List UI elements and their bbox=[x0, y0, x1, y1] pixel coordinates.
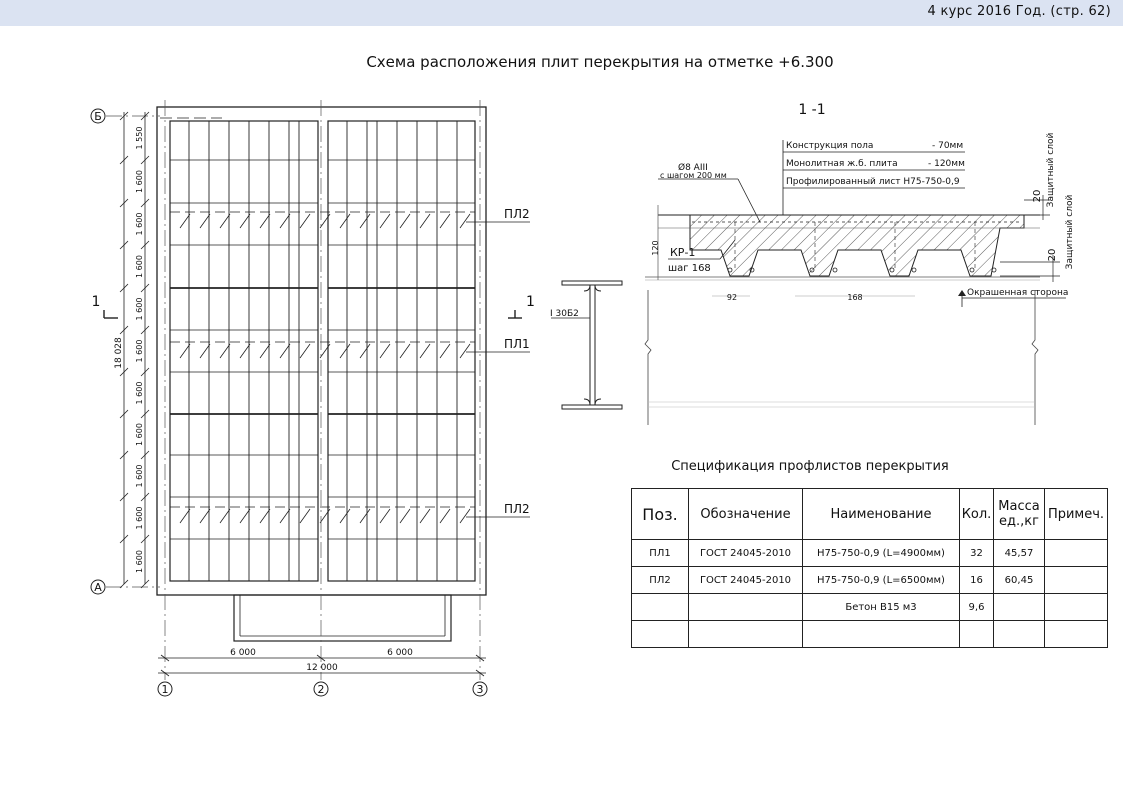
dim-92: 92 bbox=[726, 293, 738, 302]
slab-mark-hatch bbox=[380, 509, 390, 523]
layer-1-value: - 70мм bbox=[932, 141, 964, 151]
slab-mark-hatch bbox=[440, 509, 450, 523]
header-pos: Поз. bbox=[632, 489, 689, 540]
layer-3-name: Профилированный лист Н75-750-0,9 bbox=[786, 177, 960, 187]
rebar-label-line2: с шагом 200 мм bbox=[660, 171, 727, 180]
axis-label-1: 1 bbox=[161, 683, 169, 696]
slab-mark-hatch bbox=[340, 509, 350, 523]
cell-name: Н75-750-0,9 (L=6500мм) bbox=[803, 567, 960, 594]
cell-designation bbox=[689, 621, 803, 648]
header-mass: Масса ед.,кг bbox=[994, 489, 1045, 540]
slab-mark-hatch bbox=[220, 509, 230, 523]
vertical-dim-label: 1 600 bbox=[135, 464, 144, 488]
cell-pos bbox=[632, 594, 689, 621]
rebar-label-line1: Ø8 AIII bbox=[678, 163, 708, 173]
slab-mark-hatch bbox=[420, 214, 430, 228]
vertical-dim-label: 1 600 bbox=[135, 297, 144, 321]
cell-note bbox=[1045, 567, 1108, 594]
slab-mark-hatch bbox=[340, 344, 350, 358]
table-row bbox=[632, 621, 1108, 648]
vertical-dim-label: 1 600 bbox=[135, 423, 144, 446]
cell-qty: 9,6 bbox=[960, 594, 994, 621]
slab-mark-hatch bbox=[420, 509, 430, 523]
slab-mark-hatch bbox=[380, 344, 390, 358]
slab-mark-hatch bbox=[200, 344, 210, 358]
frame-label-line1: КР-1 bbox=[670, 246, 696, 259]
cell-designation: ГОСТ 24045-2010 bbox=[689, 540, 803, 567]
vertical-dim-label: 1 600 bbox=[135, 550, 144, 573]
slab-mark-hatch bbox=[200, 509, 210, 523]
section-mark-left-label: 1 bbox=[91, 294, 101, 310]
cell-mass: 45,57 bbox=[994, 540, 1045, 567]
slab-grid bbox=[170, 121, 475, 581]
section-mark-right-label: 1 bbox=[526, 294, 535, 310]
slab-mark-hatch bbox=[400, 214, 410, 228]
cell-note bbox=[1045, 540, 1108, 567]
slab-mark-hatch bbox=[300, 344, 310, 358]
plan-stair-bay bbox=[234, 595, 451, 641]
break-line-right bbox=[1032, 290, 1038, 425]
overall-vertical-dim: 18 028 bbox=[114, 337, 124, 369]
table-row bbox=[632, 540, 1108, 567]
plan-slab-block-right bbox=[328, 121, 475, 581]
vertical-dim-label: 1 600 bbox=[135, 170, 144, 193]
slab-mark-hatch bbox=[180, 214, 190, 228]
vertical-dim-label: 1 600 bbox=[135, 212, 144, 236]
slab-mark-hatch bbox=[460, 509, 470, 523]
slab-mark-hatch bbox=[420, 344, 430, 358]
cell-pos bbox=[632, 621, 689, 648]
overall-horizontal-dim: 12 000 bbox=[306, 663, 338, 673]
cell-qty bbox=[960, 621, 994, 648]
frame-label-line2: шаг 168 bbox=[668, 263, 711, 274]
table-row bbox=[632, 594, 1108, 621]
layer-1-name: Конструкция пола bbox=[786, 141, 874, 151]
slab-mark-hatch bbox=[180, 344, 190, 358]
slab-mark-hatch bbox=[360, 509, 370, 523]
axis-label-b: Б bbox=[94, 110, 102, 123]
horizontal-dim-2: 6 000 bbox=[387, 648, 413, 658]
slab-mark-hatch bbox=[240, 509, 250, 523]
page-label: 4 курс 2016 Год. (стр. 62) bbox=[927, 4, 1111, 19]
slab-mark-bottom: ПЛ2 bbox=[504, 502, 530, 516]
slab-mark-hatch bbox=[360, 214, 370, 228]
slab-mark-middle: ПЛ1 bbox=[504, 337, 530, 351]
vertical-dim-label: 1 600 bbox=[135, 506, 144, 530]
section-drawing bbox=[550, 133, 1075, 425]
slab-mark-hatch bbox=[380, 214, 390, 228]
vertical-dim-label: 1 550 bbox=[135, 126, 144, 150]
slab-mark-hatch bbox=[260, 344, 270, 358]
slab-mark-hatch bbox=[280, 509, 290, 523]
cell-mass bbox=[994, 621, 1045, 648]
slab-mark-hatch bbox=[260, 214, 270, 228]
axis-label-2: 2 bbox=[317, 683, 325, 696]
horizontal-dim-1: 6 000 bbox=[230, 648, 256, 658]
header-qty: Кол. bbox=[960, 489, 994, 540]
floor-plan bbox=[157, 107, 486, 641]
slab-mark-leaders bbox=[466, 222, 530, 517]
header-name: Наименование bbox=[803, 489, 960, 540]
slab-mark-hatch bbox=[180, 509, 190, 523]
vertical-dim-label: 1 600 bbox=[135, 255, 144, 278]
slab-mark-hatch bbox=[280, 344, 290, 358]
layer-2-value: - 120мм bbox=[928, 159, 965, 169]
slab-mark-top: ПЛ2 bbox=[504, 207, 530, 221]
cell-note bbox=[1045, 621, 1108, 648]
plan-title: Схема расположения плит перекрытия на отметке +6.300 bbox=[366, 53, 834, 71]
slab-mark-hatch bbox=[220, 344, 230, 358]
dim-120: 120 bbox=[651, 240, 660, 256]
table-row bbox=[632, 567, 1108, 594]
painted-side-arrow bbox=[958, 290, 966, 296]
cell-mass bbox=[994, 594, 1045, 621]
dim-168: 168 bbox=[847, 293, 863, 302]
slab-mark-hatch bbox=[240, 214, 250, 228]
vertical-dim-label: 1 600 bbox=[135, 339, 144, 363]
section-mark-left bbox=[92, 294, 118, 318]
slab-mark-hatch bbox=[440, 214, 450, 228]
painted-side-label: Окрашенная сторона bbox=[967, 288, 1069, 298]
vertical-dimension-labels bbox=[135, 127, 144, 573]
spec-title: Спецификация профлистов перекрытия bbox=[671, 459, 949, 474]
page-header-bar bbox=[0, 0, 1123, 26]
layer-2-name: Монолитная ж.б. плита bbox=[786, 159, 898, 169]
axis-lines bbox=[106, 100, 480, 680]
section-title: 1 -1 bbox=[798, 102, 826, 118]
header-designation: Обозначение bbox=[689, 489, 803, 540]
header-note: Примеч. bbox=[1045, 489, 1108, 540]
protective-layer-top: Защитный слой bbox=[1046, 132, 1056, 208]
cell-pos: ПЛ2 bbox=[632, 567, 689, 594]
break-line-left bbox=[645, 290, 651, 425]
slab-mark-hatch bbox=[360, 344, 370, 358]
cell-designation: ГОСТ 24045-2010 bbox=[689, 567, 803, 594]
vertical-dim-label: 1 600 bbox=[135, 381, 144, 405]
slab-mark-hatch bbox=[280, 214, 290, 228]
plan-slab-block-left bbox=[170, 121, 318, 581]
drawing-canvas bbox=[0, 26, 1123, 794]
i-beam bbox=[562, 281, 622, 409]
slab-mark-hatch bbox=[300, 214, 310, 228]
cell-name bbox=[803, 621, 960, 648]
slab-concrete-body bbox=[690, 215, 1024, 276]
axis-label-a: А bbox=[94, 581, 102, 594]
slab-mark-hatch bbox=[400, 509, 410, 523]
slab-mark-hatch bbox=[440, 344, 450, 358]
slab-mark-hatch bbox=[220, 214, 230, 228]
axis-label-3: 3 bbox=[476, 683, 484, 696]
slab-mark-hatch bbox=[460, 344, 470, 358]
slab-mark-hatch bbox=[460, 214, 470, 228]
slab-mark-hatch bbox=[340, 214, 350, 228]
cell-mass: 60,45 bbox=[994, 567, 1045, 594]
cell-name: Н75-750-0,9 (L=4900мм) bbox=[803, 540, 960, 567]
protective-dim-top: 20 bbox=[1032, 189, 1043, 203]
section-mark-right bbox=[508, 294, 535, 318]
cell-qty: 32 bbox=[960, 540, 994, 567]
slab-mark-hatch bbox=[240, 344, 250, 358]
cell-note bbox=[1045, 594, 1108, 621]
protective-layer-bottom: Защитный слой bbox=[1065, 194, 1075, 270]
slab-mark-hatch bbox=[260, 509, 270, 523]
cell-qty: 16 bbox=[960, 567, 994, 594]
spec-table bbox=[631, 488, 1108, 648]
protective-dim-bottom: 20 bbox=[1047, 248, 1058, 262]
beam-label: I 30Б2 bbox=[550, 309, 579, 319]
cell-name: Бетон В15 м3 bbox=[803, 594, 960, 621]
slab-mark-hatch bbox=[400, 344, 410, 358]
spec-table-header-row bbox=[632, 489, 1108, 540]
slab-mark-hatch bbox=[200, 214, 210, 228]
cell-designation bbox=[689, 594, 803, 621]
slab-mark-hatch bbox=[300, 509, 310, 523]
cell-pos: ПЛ1 bbox=[632, 540, 689, 567]
